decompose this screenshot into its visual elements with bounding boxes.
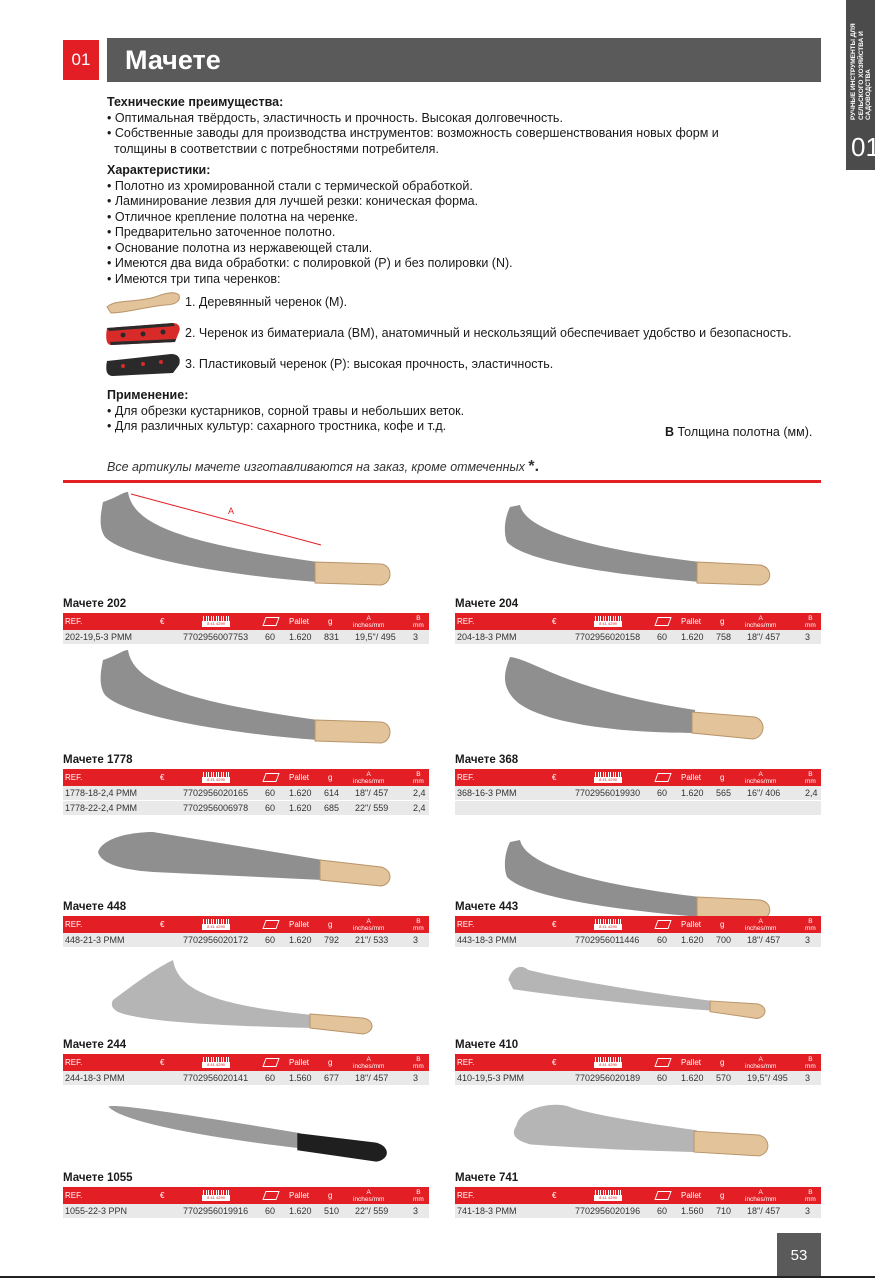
col-thickness: B mm [805, 1056, 816, 1070]
product-title: Мачете 410 [455, 1039, 519, 1051]
thickness-legend [665, 425, 812, 439]
table-header-row [63, 916, 429, 933]
cell-weight: 570 [716, 1073, 732, 1083]
cell-ref: 448-21-3 PMM [65, 935, 125, 945]
table-row [63, 1071, 429, 1086]
col-pallet: Pallet [289, 773, 310, 782]
cell-length: 18"/ 457 [355, 788, 389, 798]
bottom-rule [0, 1276, 875, 1278]
side-tab-text: РУЧНЫЕ ИНСТРУМЕНТЫ ДЛЯ СЕЛЬСКОГО ХОЗЯЙСТВА И САДОВОДСТВА [850, 23, 872, 120]
cell-ref: 1778-18-2,4 PMM [65, 788, 138, 798]
col-ref: REF. [457, 773, 475, 782]
col-weight: g [720, 1058, 725, 1067]
table-header-row [455, 613, 821, 630]
machete-image [63, 950, 429, 1038]
cell-box: 60 [657, 632, 668, 642]
cell-thickness: 3 [413, 1206, 419, 1216]
col-thickness: B mm [413, 1056, 424, 1070]
barcode-icon: 8 41 4299 [202, 616, 230, 627]
advantages-title: Технические преимущества: [107, 95, 284, 109]
box-icon [654, 773, 671, 782]
cell-box: 60 [265, 632, 276, 642]
product-title: Мачете 368 [455, 754, 519, 766]
machete-image [455, 960, 821, 1038]
cell-box: 60 [657, 788, 668, 798]
characteristics-item: • Отличное крепление полотна на черенке. [107, 209, 359, 224]
col-thickness: B mm [805, 615, 816, 629]
table-header-row [63, 1054, 429, 1071]
col-pallet: Pallet [289, 617, 310, 626]
col-length: A inches/mm [745, 771, 777, 785]
col-weight: g [328, 1191, 333, 1200]
table-header-row [455, 1054, 821, 1071]
col-length: A inches/mm [745, 615, 777, 629]
col-thickness: B mm [413, 1189, 424, 1203]
box-icon [262, 773, 279, 782]
cell-weight: 700 [716, 935, 732, 945]
cell-thickness: 3 [805, 1073, 811, 1083]
box-icon [654, 617, 671, 626]
cell-ref: 368-16-3 PMM [457, 788, 517, 798]
advantages-item: • Собственные заводы для производства инструментов: возможность совершенствования новых форм и [107, 126, 719, 140]
product-spec-table [455, 1054, 821, 1086]
col-ref: REF. [457, 1058, 475, 1067]
characteristics-item: • Основание полотна из нержавеющей стали. [107, 240, 373, 255]
col-length: A inches/mm [745, 918, 777, 932]
barcode-icon: 8 41 4299 [594, 772, 622, 783]
cell-thickness: 3 [413, 632, 419, 642]
product-title: Мачете 448 [63, 901, 127, 913]
cell-box: 60 [657, 935, 668, 945]
characteristics-title: Характеристики: [107, 163, 211, 177]
handle-label: 1. Деревянный черенок (M). [185, 294, 348, 309]
cell-ean: 7702956007753 [183, 632, 249, 642]
col-length: A inches/mm [353, 1056, 385, 1070]
table-row [455, 630, 821, 645]
col-price: € [160, 1058, 165, 1067]
box-icon [654, 1191, 671, 1200]
cell-ean: 7702956020165 [183, 788, 249, 798]
cell-ref: 443-18-3 PMM [457, 935, 517, 945]
product-spec-table [63, 1187, 429, 1219]
col-price: € [552, 773, 557, 782]
machete-image [63, 487, 429, 597]
col-weight: g [328, 1058, 333, 1067]
table-row [455, 933, 821, 948]
page-title: Мачете [107, 38, 821, 82]
cell-weight: 710 [716, 1206, 732, 1216]
table-header-row [63, 769, 429, 786]
intro-text [107, 95, 827, 287]
table-row [63, 1204, 429, 1219]
cell-weight: 831 [324, 632, 340, 642]
col-pallet: Pallet [681, 920, 702, 929]
table-header-row [63, 1187, 429, 1204]
col-weight: g [328, 773, 333, 782]
table-row [63, 630, 429, 645]
advantages-item: толщины в соответствии с потребностями потребителя. [114, 141, 439, 156]
product-title: Мачете 741 [455, 1172, 519, 1184]
cell-box: 60 [265, 1073, 276, 1083]
cell-pallet: 1.560 [289, 1073, 312, 1083]
col-length: A inches/mm [353, 615, 385, 629]
table-row-empty [455, 801, 821, 816]
barcode-icon: 8 41 4299 [202, 1190, 230, 1201]
col-ref: REF. [65, 773, 83, 782]
cell-box: 60 [265, 935, 276, 945]
col-thickness: B mm [413, 918, 424, 932]
col-thickness: B mm [805, 771, 816, 785]
cell-pallet: 1.620 [681, 788, 704, 798]
cell-length: 18"/ 457 [747, 935, 781, 945]
plastic-handle-icon [105, 351, 181, 377]
cell-weight: 510 [324, 1206, 340, 1216]
machete-image [63, 645, 429, 755]
col-thickness: B mm [805, 918, 816, 932]
application-item: • Для различных культур: сахарного тростника, кофе и т.д. [107, 419, 447, 433]
col-ref: REF. [65, 1058, 83, 1067]
col-length: A inches/mm [745, 1056, 777, 1070]
col-weight: g [720, 1191, 725, 1200]
machete-image [455, 1097, 821, 1173]
cell-ref: 202-19,5-3 PMM [65, 632, 133, 642]
cell-length: 18"/ 457 [355, 1073, 389, 1083]
cell-thickness: 3 [805, 1206, 811, 1216]
col-length: A inches/mm [353, 1189, 385, 1203]
application-section [107, 388, 464, 435]
cell-ref: 410-19,5-3 PMM [457, 1073, 525, 1083]
product-title: Мачете 443 [455, 901, 519, 913]
cell-pallet: 1.620 [289, 935, 312, 945]
col-ref: REF. [457, 920, 475, 929]
barcode-icon: 8 41 4299 [594, 1057, 622, 1068]
product-spec-table [63, 769, 429, 816]
cell-ean: 7702956019930 [575, 788, 641, 798]
cell-pallet: 1.620 [289, 788, 312, 798]
product-spec-table [455, 769, 821, 816]
col-length: A inches/mm [745, 1189, 777, 1203]
table-header-row [455, 1187, 821, 1204]
handle-type-bimaterial [105, 317, 792, 348]
cell-weight: 614 [324, 788, 340, 798]
col-weight: g [328, 920, 333, 929]
box-icon [262, 920, 279, 929]
table-row [455, 1204, 821, 1219]
handle-type-plastic [105, 348, 792, 379]
cell-length: 19,5"/ 495 [355, 632, 396, 642]
machete-image [455, 822, 821, 902]
col-price: € [160, 1191, 165, 1200]
cell-ref: 244-18-3 PMM [65, 1073, 125, 1083]
cell-ean: 7702956020141 [183, 1073, 249, 1083]
cell-box: 60 [265, 1206, 276, 1216]
wood-handle-icon [105, 289, 181, 315]
cell-pallet: 1.620 [681, 935, 704, 945]
col-ref: REF. [65, 617, 83, 626]
characteristics-item: • Ламинирование лезвия для лучшей резки: коническая форма. [107, 194, 479, 208]
table-header-row [455, 769, 821, 786]
thickness-key: B [665, 425, 675, 439]
cell-ref: 1778-22-2,4 PMM [65, 803, 138, 813]
col-price: € [552, 617, 557, 626]
machete-image [455, 645, 821, 755]
col-weight: g [720, 773, 725, 782]
cell-ean: 7702956019916 [183, 1206, 249, 1216]
table-row [63, 933, 429, 948]
cell-weight: 677 [324, 1073, 340, 1083]
advantages-item: • Оптимальная твёрдость, эластичность и прочность. Высокая долговечность. [107, 110, 563, 125]
side-tab-number: 01 [851, 132, 880, 162]
col-pallet: Pallet [681, 1191, 702, 1200]
col-thickness: B mm [805, 1189, 816, 1203]
cell-thickness: 3 [413, 935, 419, 945]
cell-pallet: 1.620 [289, 1206, 312, 1216]
col-ref: REF. [457, 617, 475, 626]
cell-ean: 7702956020189 [575, 1073, 641, 1083]
col-weight: g [328, 617, 333, 626]
cell-box: 60 [265, 788, 276, 798]
cell-ean: 7702956020196 [575, 1206, 641, 1216]
page-number: 53 [777, 1233, 821, 1277]
table-header-row [455, 916, 821, 933]
cell-length: 21"/ 533 [355, 935, 389, 945]
bimaterial-handle-icon [105, 320, 181, 346]
cell-length: 22"/ 559 [355, 1206, 389, 1216]
cell-ref: 204-18-3 PMM [457, 632, 517, 642]
cell-pallet: 1.620 [289, 632, 312, 642]
barcode-icon: 8 41 4299 [202, 1057, 230, 1068]
col-weight: g [720, 920, 725, 929]
product-title: Мачете 1778 [63, 754, 133, 766]
col-ref: REF. [65, 1191, 83, 1200]
box-icon [654, 1058, 671, 1067]
col-price: € [552, 920, 557, 929]
thickness-text: Толщина полотна (мм). [674, 425, 813, 439]
cell-thickness: 3 [805, 935, 811, 945]
cell-weight: 792 [324, 935, 340, 945]
cell-length: 18"/ 457 [747, 632, 781, 642]
dimension-a-label: A [228, 506, 235, 516]
product-spec-table [63, 916, 429, 948]
section-divider [63, 480, 821, 483]
cell-ean: 7702956020158 [575, 632, 641, 642]
cell-box: 60 [657, 1206, 668, 1216]
cell-length: 19,5"/ 495 [747, 1073, 788, 1083]
table-header-row [63, 613, 429, 630]
box-icon [654, 920, 671, 929]
cell-ean: 7702956006978 [183, 803, 249, 813]
box-icon [262, 1191, 279, 1200]
cell-pallet: 1.620 [681, 1073, 704, 1083]
col-price: € [160, 920, 165, 929]
characteristics-item: • Полотно из хромированной стали с термической обработкой. [107, 178, 473, 193]
product-title: Мачете 1055 [63, 1172, 133, 1184]
order-note [107, 458, 539, 476]
col-length: A inches/mm [353, 771, 385, 785]
box-icon [262, 1058, 279, 1067]
cell-weight: 758 [716, 632, 732, 642]
cell-ref: 741-18-3 PMM [457, 1206, 517, 1216]
cell-length: 22"/ 559 [355, 803, 389, 813]
cell-weight: 565 [716, 788, 732, 798]
characteristics-item: • Имеются два вида обработки: с полировкой (P) и без полировки (N). [107, 256, 513, 270]
cell-pallet: 1.620 [289, 803, 312, 813]
col-weight: g [720, 617, 725, 626]
product-title: Мачете 204 [455, 598, 519, 610]
cell-thickness: 3 [805, 632, 811, 642]
col-price: € [160, 773, 165, 782]
barcode-icon: 8 41 4299 [202, 772, 230, 783]
machete-image [63, 1097, 429, 1173]
product-title: Мачете 244 [63, 1039, 127, 1051]
col-pallet: Pallet [681, 1058, 702, 1067]
col-pallet: Pallet [289, 1191, 310, 1200]
machete-image [63, 822, 429, 902]
col-pallet: Pallet [289, 920, 310, 929]
barcode-icon: 8 41 4299 [202, 919, 230, 930]
col-ref: REF. [65, 920, 83, 929]
col-price: € [160, 617, 165, 626]
note-text: Все артикулы мачете изготавливаются на заказ, кроме отмеченных [107, 460, 529, 474]
col-price: € [552, 1191, 557, 1200]
table-row [455, 786, 821, 801]
product-spec-table [455, 613, 821, 645]
cell-thickness: 2,4 [413, 803, 426, 813]
handle-type-wood [105, 286, 792, 317]
machete-image [455, 487, 821, 597]
col-price: € [552, 1058, 557, 1067]
col-pallet: Pallet [289, 1058, 310, 1067]
cell-ref: 1055-22-3 PPN [65, 1206, 128, 1216]
box-icon [262, 617, 279, 626]
cell-box: 60 [657, 1073, 668, 1083]
cell-length: 18"/ 457 [747, 1206, 781, 1216]
application-item: • Для обрезки кустарников, сорной травы и небольших веток. [107, 403, 465, 418]
handle-label: 2. Черенок из биматериала (BM), анатомичный и нескользящий обеспечивает удобство и безопасность. [185, 325, 792, 340]
cell-ean: 7702956011446 [575, 935, 640, 945]
barcode-icon: 8 41 4299 [594, 919, 622, 930]
characteristics-item: • Имеются три типа черенков: [107, 271, 281, 286]
table-row [63, 801, 429, 816]
product-spec-table [63, 1054, 429, 1086]
col-thickness: B mm [413, 771, 424, 785]
product-spec-table [63, 613, 429, 645]
col-pallet: Pallet [681, 617, 702, 626]
cell-thickness: 2,4 [413, 788, 426, 798]
section-side-tab [846, 0, 880, 170]
col-thickness: B mm [413, 615, 424, 629]
barcode-icon: 8 41 4299 [594, 616, 622, 627]
cell-thickness: 2,4 [805, 788, 818, 798]
cell-ean: 7702956020172 [183, 935, 249, 945]
cell-pallet: 1.560 [681, 1206, 704, 1216]
table-row [455, 1071, 821, 1086]
col-ref: REF. [457, 1191, 475, 1200]
col-pallet: Pallet [681, 773, 702, 782]
application-title: Применение: [107, 388, 189, 402]
product-spec-table [455, 1187, 821, 1219]
barcode-icon: 8 41 4299 [594, 1190, 622, 1201]
col-length: A inches/mm [353, 918, 385, 932]
cell-pallet: 1.620 [681, 632, 704, 642]
handle-types [105, 286, 792, 379]
cell-weight: 685 [324, 803, 340, 813]
note-star: *. [528, 458, 540, 475]
section-number: 01 [63, 40, 99, 80]
characteristics-item: • Предварительно заточенное полотно. [107, 225, 336, 239]
handle-label: 3. Пластиковый черенок (P): высокая прочность, эластичность. [185, 356, 554, 371]
table-row [63, 786, 429, 801]
cell-box: 60 [265, 803, 276, 813]
product-title: Мачете 202 [63, 598, 127, 610]
cell-thickness: 3 [413, 1073, 419, 1083]
product-spec-table [455, 916, 821, 948]
cell-length: 16"/ 406 [747, 788, 781, 798]
